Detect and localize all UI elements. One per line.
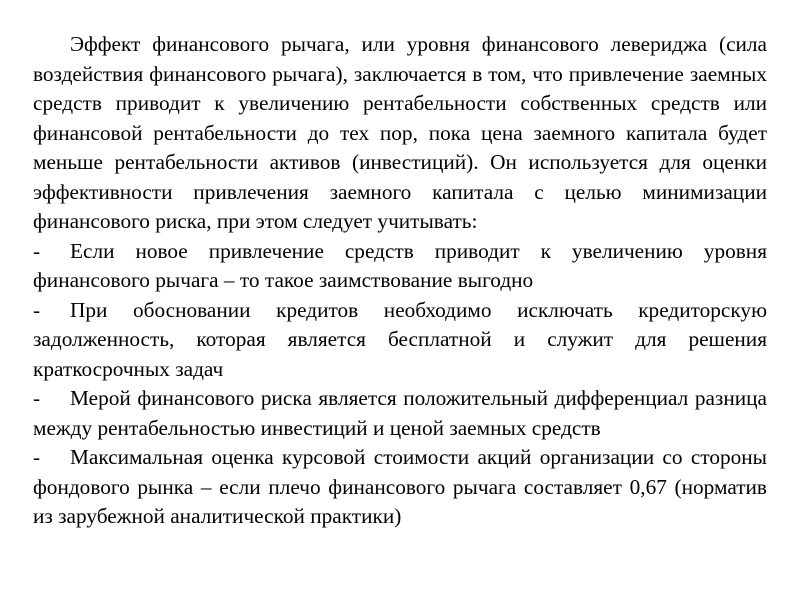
conditions-list <box>33 237 767 532</box>
list-item <box>33 384 767 443</box>
bullet-dash: - <box>33 297 41 322</box>
intro-paragraph: Эффект финансового рычага, или уровня финансового левериджа (сила воздействия финансового рычага), заключается в том, что привлечение заемных средств приводит к увеличению рентабельности собственных средств или финансовой рентабельности до тех пор, пока цена заемного капитала будет меньше рентабельности активов (инвестиций). Он используется для оценки эффективности привлечения заемного капитала с целью минимизации финансового риска, при этом следует учитывать: <box>33 32 767 233</box>
list-item-text: При обосновании кредитов необходимо исключать кредиторскую задолженность, которая является бесплатной и служит для решения краткосрочных задач <box>33 297 767 381</box>
bullet-dash: - <box>33 238 41 263</box>
list-item-text: Максимальная оценка курсовой стоимости акций организации со стороны фондового рынка – если плечо финансового рычага составляет 0,67 (норматив из зарубежной аналитической практики) <box>33 445 767 528</box>
slide-text-block <box>33 30 767 532</box>
list-item-text: Если новое привлечение средств приводит к увеличению уровня финансового рычага – то такое заимствование выгодно <box>33 238 767 292</box>
list-item <box>33 296 767 385</box>
list-item-text: Мерой финансового риска является положительный дифференциал разница между рентабельностью инвестиций и ценой заемных средств <box>33 386 767 440</box>
bullet-dash: - <box>33 386 41 410</box>
list-item <box>33 443 767 532</box>
list-item <box>33 237 767 296</box>
bullet-dash: - <box>33 445 41 469</box>
